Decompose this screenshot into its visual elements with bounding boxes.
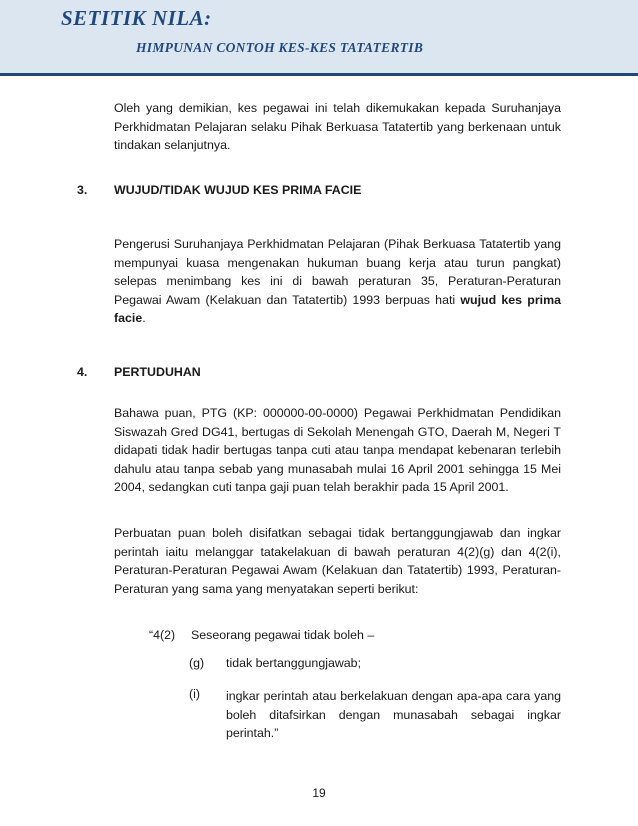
section-3-title: WUJUD/TIDAK WUJUD KES PRIMA FACIE bbox=[114, 183, 362, 197]
quote-item-i-label: (i) bbox=[189, 687, 201, 701]
intro-paragraph: Oleh yang demikian, kes pegawai ini telah dikemukakan kepada Suruhanjaya Perkhidmatan Pelajaran selaku Pihak Berkuasa Tatatertib yang berkenaan untuk tindakan selanjutnya. bbox=[114, 101, 561, 152]
section-3-number: 3. bbox=[77, 183, 88, 197]
header-subtitle: HIMPUNAN CONTOH KES-KES TATATERTIB bbox=[136, 40, 424, 55]
section-3-text-end: . bbox=[142, 311, 146, 325]
quote-ref: “4(2) bbox=[149, 628, 176, 642]
quote-lead: Seseorang pegawai tidak boleh – bbox=[191, 628, 375, 642]
section-3-paragraph bbox=[114, 235, 561, 328]
page-header bbox=[0, 0, 638, 76]
quote-item-g-label: (g) bbox=[189, 656, 205, 670]
section-3-text: Pengerusi Suruhanjaya Perkhidmatan Pelajaran (Pihak Berkuasa Tatatertib yang mempunyai kuasa mengenakan hukuman buang kerja atau turun pangkat) selepas menimbang kes ini di bawah peraturan 35, Peraturan-Peraturan Pegawai Awam (Kelakuan dan Tatatertib) 1993 berpuas hati bbox=[114, 237, 561, 307]
quote-item-g-text: tidak bertanggungjawab; bbox=[226, 656, 362, 670]
page-number: 19 bbox=[312, 786, 326, 800]
section-4-number: 4. bbox=[77, 365, 88, 379]
header-title: SETITIK NILA: bbox=[61, 6, 212, 30]
section-4-paragraph-2: Perbuatan puan boleh disifatkan sebagai tidak bertanggungjawab dan ingkar perintah iaitu melanggar tatakelakuan di bawah peraturan 4(2)(g) dan 4(2(i), Peraturan-Peraturan Pegawai Awam (Kelakuan dan Tatatertib) 1993, Peraturan-Peraturan yang sama yang menyatakan seperti berikut: bbox=[114, 526, 561, 596]
quote-item-i-text: ingkar perintah atau berkelakuan dengan apa-apa cara yang boleh ditafsirkan dengan munasabah sebagai ingkar perintah.” bbox=[226, 689, 561, 740]
section-3-bold-text: wujud kes prima facie bbox=[114, 292, 561, 325]
section-4-title: PERTUDUHAN bbox=[114, 365, 201, 379]
section-4-paragraph-1: Bahawa puan, PTG (KP: 000000-00-0000) Pegawai Perkhidmatan Pendidikan Siswazah Gred DG41, bertugas di Sekolah Menengah GTO, Daerah M, Negeri T didapati tidak hadir bertugas tanpa cuti atau tanpa mendapat kebenaran terlebih dahulu atau tanpa sebab yang munasabah mulai 16 April 2001 sehingga 15 Mei 2004, sedangkan cuti tanpa gaji puan telah berakhir pada 15 April 2001. bbox=[114, 406, 561, 494]
